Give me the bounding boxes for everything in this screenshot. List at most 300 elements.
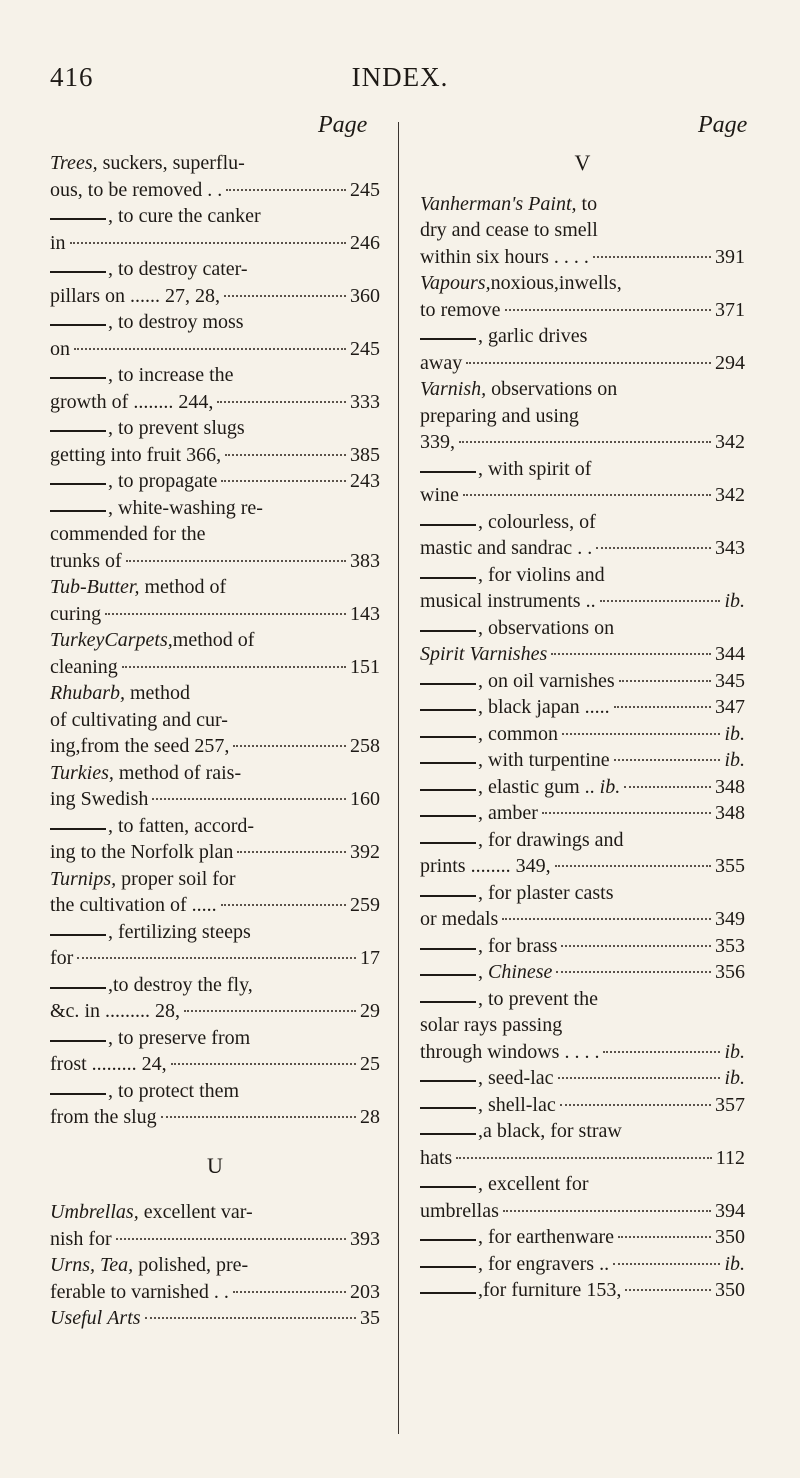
entry-line [420, 1224, 745, 1251]
entry-line [420, 641, 745, 668]
ditto-dash [420, 1133, 476, 1135]
entry-text: , to destroy cater- [108, 258, 248, 280]
leader-dots [459, 441, 711, 443]
entry-line [420, 694, 745, 721]
entry-text: , shell-lac [478, 1093, 556, 1116]
entry-line [50, 733, 380, 760]
leader-dots [105, 613, 346, 615]
entry-line [50, 521, 380, 548]
ditto-dash [50, 271, 106, 273]
entry-text: mastic and sandrac . . [420, 537, 593, 559]
entry-text: ,to destroy the fly, [108, 973, 253, 996]
entry-line [420, 615, 745, 642]
entry-line [420, 403, 745, 430]
leader-dots [221, 480, 346, 482]
leader-dots [562, 733, 720, 735]
entry-text: Turnips, proper soil for [50, 867, 236, 890]
entry-line [420, 297, 745, 324]
page-ref: ib. [724, 749, 745, 771]
entry-text: wine [420, 484, 459, 506]
index-entry [50, 919, 380, 972]
entry-text: within six hours . . . . [420, 245, 589, 268]
page-ref: 383 [350, 549, 380, 572]
entry-line [50, 1226, 380, 1253]
entry-text: ferable to varnished . . [50, 1280, 229, 1303]
page-ref: 344 [715, 643, 745, 665]
page-ref: 342 [715, 484, 745, 506]
entry-line [50, 309, 380, 336]
ditto-dash [50, 430, 106, 432]
index-entry [50, 495, 380, 575]
leader-dots [184, 1010, 356, 1012]
entry-line [50, 786, 380, 813]
ditto-dash [50, 483, 106, 485]
left-column [50, 150, 380, 1332]
entry-text: ,a black, for straw [478, 1120, 622, 1142]
entry-text: ing to the Norfolk plan [50, 841, 234, 863]
entry-text: prints ........ 349, [420, 855, 551, 877]
ditto-dash [420, 1107, 476, 1109]
entry-line [420, 482, 745, 509]
index-entry [420, 1277, 745, 1304]
entry-text: Trees, suckers, superflu- [50, 152, 245, 174]
entry-text: trunks of [50, 549, 122, 572]
entry-line [420, 1171, 745, 1198]
index-entry [420, 509, 745, 562]
entry-line [50, 1252, 380, 1279]
index-entry [420, 1224, 745, 1251]
entry-line [50, 256, 380, 283]
index-entry [50, 1252, 380, 1305]
entry-text: Spirit Varnishes [420, 643, 548, 665]
page-ref: 355 [715, 855, 745, 877]
ditto-dash [50, 510, 106, 512]
leader-dots [624, 786, 711, 788]
entry-text: , to preserve from [108, 1026, 251, 1049]
entry-line [50, 601, 380, 628]
leader-dots [77, 957, 356, 959]
index-entry [50, 1025, 380, 1078]
index-entry [420, 615, 745, 668]
page-ref: 342 [715, 431, 745, 453]
entry-text: , fertilizing steeps [108, 920, 251, 943]
entry-text: musical instruments .. [420, 590, 596, 612]
entry-line [420, 376, 745, 403]
entry-line [420, 350, 745, 377]
entry-line [420, 827, 745, 854]
index-entry [50, 760, 380, 813]
entry-line [50, 998, 380, 1025]
index-entry [420, 1065, 745, 1092]
ditto-dash [420, 1239, 476, 1241]
leader-dots [561, 945, 711, 947]
ditto-dash [50, 218, 106, 220]
index-entry [420, 721, 745, 748]
entry-text: , white-washing re- [108, 496, 263, 519]
page-ref: 348 [715, 802, 745, 824]
entry-text: , Chinese [478, 961, 553, 983]
entry-text: , elastic gum .. ib. [478, 775, 621, 798]
entry-text: away [420, 351, 463, 374]
entry-text: to remove [420, 298, 501, 321]
leader-dots [558, 1077, 721, 1079]
page-ref: 392 [350, 841, 380, 863]
page-ref: 385 [350, 443, 380, 466]
entry-line [50, 177, 380, 204]
leader-dots [614, 706, 711, 708]
entry-line [50, 1305, 380, 1332]
ditto-dash [420, 1266, 476, 1268]
page-ref: 393 [350, 1227, 380, 1250]
entry-text: , seed-lac [478, 1067, 554, 1089]
entry-text: , with turpentine [478, 749, 610, 771]
section-letter: V [574, 150, 591, 175]
index-entry [420, 1171, 745, 1224]
index-entry [50, 362, 380, 415]
entry-line [420, 562, 745, 589]
entry-line [420, 1198, 745, 1225]
page-ref: 243 [350, 470, 380, 492]
index-entry [50, 627, 380, 680]
entry-line [50, 1279, 380, 1306]
page-ref: 350 [715, 1279, 745, 1301]
ditto-dash [420, 948, 476, 950]
entry-line [420, 323, 745, 350]
leader-dots [600, 600, 721, 602]
page-ref: 356 [715, 961, 745, 983]
entry-text: curing [50, 602, 102, 625]
leader-dots [237, 851, 346, 853]
entry-line [50, 336, 380, 363]
index-entry [50, 1078, 380, 1131]
page-ref: 259 [350, 894, 380, 916]
entry-line [50, 945, 380, 972]
entry-text: , for brass [478, 934, 558, 957]
entry-line [420, 906, 745, 933]
page-ref: 151 [350, 655, 380, 678]
leader-dots [456, 1157, 712, 1159]
page-ref: 353 [715, 934, 745, 957]
entry-line [420, 747, 745, 774]
index-entry [420, 191, 745, 271]
page-ref: 357 [715, 1093, 745, 1116]
left-page-label: Page [318, 112, 368, 138]
leader-dots [542, 812, 711, 814]
page-ref: 360 [350, 284, 380, 307]
leader-dots [152, 798, 346, 800]
entry-text: on [50, 337, 70, 360]
entry-text: , for engravers .. [478, 1252, 610, 1275]
entry-text: growth of ........ 244, [50, 390, 214, 413]
page-ref: 258 [350, 735, 380, 757]
entry-line [420, 1118, 745, 1145]
entry-line [50, 839, 380, 866]
entry-line [50, 495, 380, 522]
page-ref: 245 [350, 337, 380, 360]
entry-text: TurkeyCarpets,method of [50, 629, 255, 651]
leader-dots [466, 362, 711, 364]
ditto-dash [420, 630, 476, 632]
page-ref: 29 [360, 1000, 380, 1022]
entry-text: getting into fruit 366, [50, 443, 222, 466]
entry-line [420, 244, 745, 271]
entry-line [50, 1051, 380, 1078]
entry-text: , black japan ..... [478, 696, 610, 718]
ditto-dash [420, 895, 476, 897]
entry-line [50, 203, 380, 230]
entry-line [420, 270, 745, 297]
entry-text: Tub-Butter, method of [50, 576, 227, 598]
page-ref: 343 [715, 537, 745, 559]
page-ref: 112 [715, 1146, 745, 1169]
entry-text: &c. in ......... 28, [50, 1000, 180, 1022]
entry-text: , to increase the [108, 364, 234, 386]
page-ref: 28 [360, 1106, 380, 1128]
leader-dots [463, 494, 711, 496]
ditto-dash [420, 1080, 476, 1082]
index-entry [50, 415, 380, 468]
page-ref: 349 [715, 908, 745, 930]
entry-text: for [50, 947, 74, 969]
entry-line [420, 217, 745, 244]
entry-text: nish for [50, 1227, 112, 1250]
leader-dots [593, 256, 711, 258]
leader-dots [122, 666, 346, 668]
entry-text: Umbrellas, excellent var- [50, 1201, 253, 1223]
page-ref: 347 [715, 696, 745, 718]
entry-line [50, 1078, 380, 1105]
leader-dots [233, 745, 346, 747]
page-ref: 391 [715, 245, 745, 268]
entry-line [420, 1277, 745, 1304]
leader-dots [560, 1104, 711, 1106]
page-ref: 246 [350, 231, 380, 254]
entry-text: pillars on ...... 27, 28, [50, 284, 220, 307]
index-entry [420, 1118, 745, 1171]
entry-text: , garlic drives [478, 325, 588, 347]
entry-text: , with spirit of [478, 457, 592, 480]
index-entry [420, 270, 745, 323]
entry-line [420, 933, 745, 960]
page-ref: ib. [724, 1252, 745, 1275]
entry-line [420, 721, 745, 748]
leader-dots [126, 560, 346, 562]
ditto-dash [420, 709, 476, 711]
entry-text: 339, [420, 431, 455, 453]
entry-text: solar rays passing [420, 1014, 563, 1036]
entry-line [420, 880, 745, 907]
entry-line [50, 919, 380, 946]
ditto-dash [420, 974, 476, 976]
entry-text: , observations on [478, 616, 615, 639]
entry-line [50, 627, 380, 654]
ditto-dash [420, 736, 476, 738]
leader-dots [505, 309, 711, 311]
entry-text: or medals [420, 908, 499, 930]
leader-dots [625, 1289, 711, 1291]
leader-dots [613, 1263, 720, 1265]
index-entry [420, 323, 745, 376]
entry-text: umbrellas [420, 1199, 499, 1222]
entry-text: of cultivating and cur- [50, 708, 228, 731]
index-entry [420, 933, 745, 960]
entry-line [420, 429, 745, 456]
entry-text: , for plaster casts [478, 881, 614, 904]
ditto-dash [420, 683, 476, 685]
column-divider [398, 122, 399, 1434]
page-ref: 333 [350, 390, 380, 413]
entry-line [50, 680, 380, 707]
entry-text: , for violins and [478, 563, 605, 586]
ditto-dash [50, 934, 106, 936]
index-entry [420, 1251, 745, 1278]
leader-dots [161, 1116, 356, 1118]
leader-dots [555, 865, 711, 867]
entry-text: , amber [478, 802, 538, 824]
entry-text: , for earthenware [478, 1226, 615, 1248]
leader-dots [221, 904, 346, 906]
entry-text: the cultivation of ..... [50, 894, 217, 916]
entry-line [50, 1104, 380, 1131]
entry-line [420, 1251, 745, 1278]
entry-line [420, 535, 745, 562]
page-title: INDEX. [351, 62, 449, 92]
page-ref: 394 [715, 1199, 745, 1222]
entry-text: Varnish, observations on [420, 378, 618, 400]
leader-dots [116, 1238, 346, 1240]
index-entry [420, 774, 745, 801]
leader-dots [556, 971, 711, 973]
entry-line [50, 548, 380, 575]
entry-text: hats [420, 1146, 453, 1169]
entry-text: cleaning [50, 655, 118, 678]
entry-line [50, 362, 380, 389]
entry-text: Useful Arts [50, 1307, 141, 1329]
entry-text: , to prevent the [478, 987, 598, 1010]
entry-line [50, 230, 380, 257]
entry-text: through windows . . . . [420, 1040, 600, 1063]
index-entry [50, 203, 380, 256]
leader-dots [503, 1210, 711, 1212]
index-entry [50, 150, 380, 203]
page-ref: 143 [350, 602, 380, 625]
index-entry [420, 959, 745, 986]
page-number: 416 [50, 62, 94, 92]
index-entry [50, 256, 380, 309]
entry-line [420, 668, 745, 695]
leader-dots [233, 1291, 346, 1293]
index-entry [50, 866, 380, 919]
entry-line [50, 574, 380, 601]
page-ref: 348 [715, 775, 745, 798]
running-head [0, 62, 800, 102]
ditto-dash [50, 1093, 106, 1095]
ditto-dash [420, 762, 476, 764]
leader-dots [224, 295, 346, 297]
entry-text: Urns, Tea, polished, pre- [50, 1254, 249, 1276]
section-letter: U [207, 1152, 223, 1178]
entry-text: ing,from the seed 257, [50, 735, 230, 757]
index-entry [420, 1092, 745, 1119]
entry-line [50, 1025, 380, 1052]
entry-line [420, 1092, 745, 1119]
index-entry [420, 562, 745, 615]
page-ref: 371 [715, 298, 745, 321]
index-entry [50, 972, 380, 1025]
ditto-dash [50, 377, 106, 379]
page-ref: 25 [360, 1053, 380, 1075]
entry-text: , common [478, 722, 558, 745]
index-entry [50, 574, 380, 627]
entry-text: , to protect them [108, 1079, 240, 1102]
right-column [420, 150, 745, 1304]
entry-line [50, 760, 380, 787]
ditto-dash [420, 471, 476, 473]
entry-text: Turkies, method of rais- [50, 761, 242, 784]
leader-dots [502, 918, 711, 920]
leader-dots [171, 1063, 356, 1065]
leader-dots [551, 653, 711, 655]
entry-line [50, 707, 380, 734]
index-entry [420, 694, 745, 721]
entry-text: ing Swedish [50, 788, 149, 810]
leader-dots [217, 401, 346, 403]
leader-dots [225, 454, 346, 456]
entry-line [420, 986, 745, 1013]
leader-dots [619, 680, 711, 682]
ditto-dash [50, 828, 106, 830]
entry-line [420, 800, 745, 827]
entry-line [50, 468, 380, 495]
entry-line [420, 1065, 745, 1092]
entry-line [50, 654, 380, 681]
entry-line [420, 509, 745, 536]
index-entry [50, 1305, 380, 1332]
entry-text: from the slug [50, 1106, 157, 1128]
entry-line [50, 283, 380, 310]
entry-text: commended for the [50, 523, 206, 545]
entry-line [420, 191, 745, 218]
entry-line [420, 1012, 745, 1039]
entry-text: , to cure the canker [108, 205, 261, 227]
page-ref: 350 [715, 1226, 745, 1248]
entry-line [420, 959, 745, 986]
entry-line [50, 415, 380, 442]
leader-dots [614, 759, 721, 761]
index-entry [50, 680, 380, 760]
index-entry [420, 668, 745, 695]
index-entry [420, 456, 745, 509]
entry-line [420, 1145, 745, 1172]
index-entry [50, 468, 380, 495]
ditto-dash [420, 1186, 476, 1188]
entry-text: , excellent for [478, 1173, 589, 1195]
ditto-dash [420, 1292, 476, 1294]
ditto-dash [50, 324, 106, 326]
index-entry [420, 827, 745, 880]
index-entry [420, 986, 745, 1066]
entry-text: in [50, 231, 66, 254]
entry-line [50, 1199, 380, 1226]
entry-line [50, 972, 380, 999]
entry-line [420, 1039, 745, 1066]
entry-line [50, 866, 380, 893]
page-ref: ib. [724, 1067, 745, 1089]
entry-line [50, 389, 380, 416]
entry-line [420, 456, 745, 483]
entry-text: , on oil varnishes [478, 669, 615, 692]
entry-text: , to prevent slugs [108, 417, 245, 439]
